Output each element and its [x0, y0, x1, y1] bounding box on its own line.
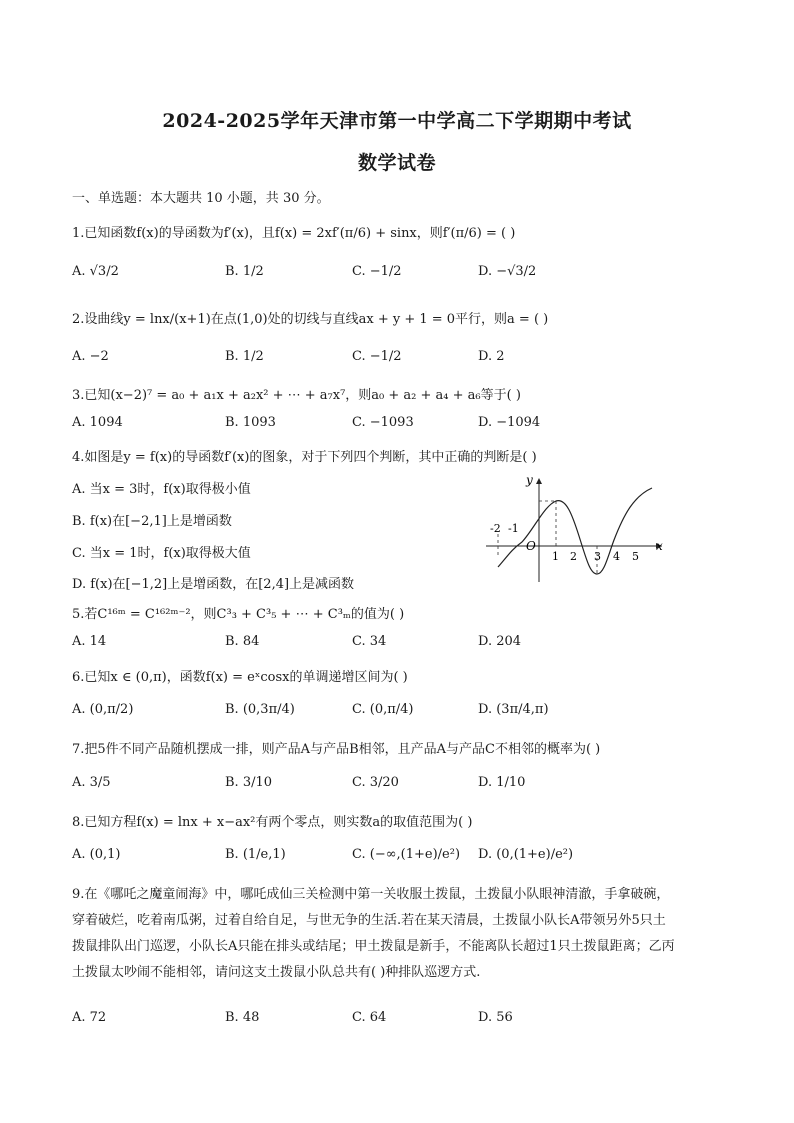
question-8-options — [72, 847, 732, 869]
exam-subtitle: 数学试卷 — [357, 152, 436, 174]
x-axis-label: x — [656, 539, 663, 553]
q7-option-a: A. 3/5 — [72, 775, 111, 790]
q9-line-3: 拨鼠排队出门巡逻，小队长A只能在排头或结尾；甲土拨鼠是新手，不能离队长超过1只土拨鼠距离；乙丙 — [72, 939, 675, 954]
q9-line-2: 穿着破烂，吃着南瓜粥，过着自给自足，与世无争的生活.若在某天清晨，土拨鼠小队长A带领另外5只土 — [72, 913, 666, 928]
origin-label: O — [526, 539, 536, 553]
q5-option-c: C. 34 — [352, 634, 387, 649]
q6-option-b: B. (0,3π/4) — [225, 702, 295, 717]
question-3-stem: 3.已知(x−2)⁷ = a₀ + a₁x + a₂x² + ⋯ + a₇x⁷，则a₀ + a₂ + a₄ + a₆等于( ) — [72, 388, 521, 403]
tick-neg1: -1 — [508, 522, 519, 535]
q2-option-b: B. 1/2 — [225, 349, 264, 364]
question-9-options — [72, 1010, 732, 1032]
section-heading: 一、单选题：本大题共 10 小题，共 30 分。 — [72, 191, 330, 206]
q3-option-b: B. 1093 — [225, 415, 276, 430]
q4-statement-a: A. 当x = 3时，f(x)取得极小值 — [72, 482, 251, 497]
q1-option-c: C. −1/2 — [352, 264, 402, 279]
question-1-stem: 1.已知函数f(x)的导函数为f′(x)，且f(x) = 2xf′(π/6) + sinx，则f′(π/6) = ( ) — [72, 226, 516, 241]
tick-2: 2 — [570, 550, 577, 563]
q9-option-d: D. 56 — [478, 1010, 513, 1025]
question-9-stem — [72, 882, 722, 986]
q1-option-b: B. 1/2 — [225, 264, 264, 279]
tick-neg2: -2 — [490, 522, 501, 535]
q1-option-a: A. √3/2 — [72, 264, 119, 279]
question-5-stem: 5.若C¹⁶ᵐ = C¹⁶²ᵐ⁻²，则C³₃ + C³₅ + ⋯ + C³ₘ的值为( ) — [72, 607, 405, 622]
question-1-options — [72, 264, 732, 286]
q3-option-a: A. 1094 — [72, 415, 123, 430]
question-7-stem: 7.把5件不同产品随机摆成一排，则产品A与产品B相邻，且产品A与产品C不相邻的概率为( ) — [72, 742, 601, 757]
question-6-options — [72, 702, 732, 724]
q5-option-d: D. 204 — [478, 634, 522, 649]
q8-option-a: A. (0,1) — [72, 847, 121, 862]
q5-option-b: B. 84 — [225, 634, 260, 649]
q6-option-d: D. (3π/4,π) — [478, 702, 549, 717]
q9-option-c: C. 64 — [352, 1010, 387, 1025]
q4-statement-b: B. f(x)在[−2,1]上是增函数 — [72, 514, 232, 529]
q2-option-c: C. −1/2 — [352, 349, 402, 364]
q7-option-d: D. 1/10 — [478, 775, 526, 790]
question-3-options — [72, 415, 732, 437]
question-5-options — [72, 634, 732, 656]
question-4-stem: 4.如图是y = f(x)的导函数f′(x)的图象，对于下列四个判断，其中正确的判断是( ) — [72, 450, 537, 465]
q9-option-a: A. 72 — [72, 1010, 107, 1025]
y-axis-label: y — [526, 474, 533, 487]
q2-option-a: A. −2 — [72, 349, 109, 364]
q7-option-b: B. 3/10 — [225, 775, 273, 790]
question-7-options — [72, 775, 732, 797]
q9-option-b: B. 48 — [225, 1010, 260, 1025]
tick-4: 4 — [613, 550, 620, 563]
q4-statement-c: C. 当x = 1时，f(x)取得极大值 — [72, 546, 251, 561]
question-2-stem: 2.设曲线y = lnx/(x+1)在点(1,0)处的切线与直线ax + y + 1 = 0平行，则a = ( ) — [72, 312, 549, 327]
q8-option-d: D. (0,(1+e)/e²) — [478, 847, 574, 862]
q6-option-c: C. (0,π/4) — [352, 702, 414, 717]
q3-option-c: C. −1093 — [352, 415, 414, 430]
derivative-graph — [484, 474, 674, 584]
q4-statement-d: D. f(x)在[−1,2]上是增函数，在[2,4]上是减函数 — [72, 577, 355, 592]
question-2-options — [72, 349, 732, 371]
question-6-stem: 6.已知x ∈ (0,π)，函数f(x) = eˣcosx的单调递增区间为( ) — [72, 670, 408, 685]
exam-title: 2024-2025学年天津市第一中学高二下学期期中考试 — [162, 110, 632, 132]
q3-option-d: D. −1094 — [478, 415, 541, 430]
tick-5: 5 — [632, 550, 639, 563]
question-8-stem: 8.已知方程f(x) = lnx + x−ax²有两个零点，则实数a的取值范围为( ) — [72, 815, 473, 830]
q2-option-d: D. 2 — [478, 349, 505, 364]
tick-3: 3 — [594, 550, 601, 563]
tick-1: 1 — [552, 550, 559, 563]
q6-option-a: A. (0,π/2) — [72, 702, 134, 717]
q1-option-d: D. −√3/2 — [478, 264, 537, 279]
q9-line-1: 9.在《哪吒之魔童闹海》中，哪吒成仙三关检测中第一关收服土拨鼠，土拨鼠小队眼神清澈，手拿破碗， — [72, 887, 670, 902]
q8-option-c: C. (−∞,(1+e)/e²) — [352, 847, 461, 862]
y-axis-arrow-icon — [536, 478, 542, 484]
q9-line-4: 土拨鼠太吵闹不能相邻，请问这支土拨鼠小队总共有( )种排队巡逻方式. — [72, 965, 481, 980]
q7-option-c: C. 3/20 — [352, 775, 399, 790]
q5-option-a: A. 14 — [72, 634, 107, 649]
q8-option-b: B. (1/e,1) — [225, 847, 286, 862]
